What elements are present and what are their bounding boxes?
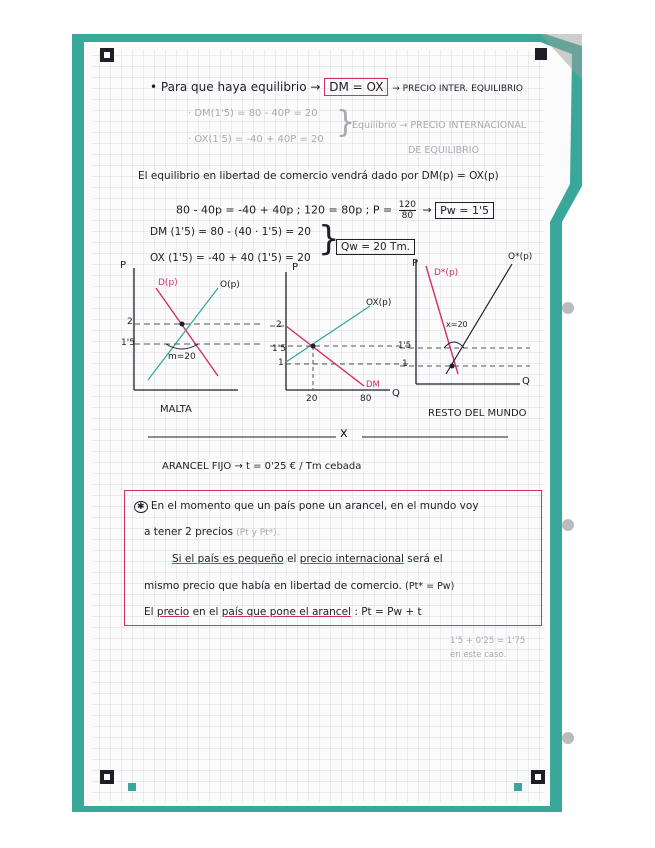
footnote-line-1: 1'5 + 0'25 = 1'75: [450, 636, 526, 646]
section-divider: [148, 430, 508, 444]
g1-caption: MALTA: [160, 404, 192, 415]
dm-calc: DM (1'5) = 80 - (40 · 1'5) = 20: [150, 226, 311, 238]
box-line-1-text: En el momento que un país pone un arancel, en el mundo voy: [150, 500, 479, 512]
box-line-2-prices: (Pt y Pt*).: [236, 528, 280, 538]
note-line-1: [150, 80, 523, 94]
divider-mark: x: [340, 426, 348, 441]
g2-dm-line: [286, 326, 364, 386]
boxed-qw: Qw = 20 Tm.: [336, 239, 415, 255]
g1-imports-label: m=20: [168, 352, 196, 362]
g2-tick-x20: 20: [306, 394, 318, 404]
g1-supply-line: [148, 288, 218, 380]
g2-tick-1: 1: [278, 358, 284, 368]
g3-export-brace: [444, 342, 464, 348]
box-line-3-end: será el: [407, 553, 443, 565]
g3-tick-1: 1: [402, 359, 408, 369]
faded-dm-line: · DM(1'5) = 80 - 40P = 20: [188, 108, 318, 119]
g2-ox-label: OX(p): [366, 298, 392, 308]
g3-caption: RESTO DEL MUNDO: [428, 408, 527, 419]
g1-supply-label: O(p): [220, 280, 240, 290]
equation-text: 80 - 40p = -40 + 40p ; 120 = 80p ; P =: [176, 203, 393, 217]
box-line-3: [172, 553, 443, 565]
bullet: •: [150, 80, 158, 94]
g2-equilibrium-point: [311, 344, 316, 349]
g3-supply-line: [446, 264, 512, 374]
box-line-3-el: el: [287, 553, 297, 565]
international-price-text: precio internacional: [299, 553, 404, 565]
faded-equilibrio-text: Equilibrio → PRECIO INTERNACIONAL: [352, 120, 527, 131]
boxed-dm-ox: DM = OX: [324, 78, 388, 96]
g1-tick-15: 1'5: [121, 338, 135, 348]
graph-world-market: [270, 266, 410, 406]
fraction-numerator: 120: [398, 200, 416, 210]
star-icon: ✱: [134, 501, 148, 513]
g3-x-label: Q: [522, 376, 530, 387]
box-line-5: [144, 606, 422, 618]
g3-export-label: x=20: [446, 320, 468, 329]
g1-y-label: P: [120, 260, 127, 271]
g2-y-label: P: [292, 262, 299, 273]
g1-tick-2: 2: [127, 317, 133, 327]
g3-tick-15: 1'5: [398, 341, 412, 351]
precio-inter-text: → PRECIO INTER. EQUILIBRIO: [392, 84, 523, 94]
calc-brace: }: [318, 219, 340, 259]
g1-equilibrium-point: [180, 322, 185, 327]
g3-y-label: P: [412, 258, 419, 269]
box-line-2-text: a tener 2 precios: [144, 526, 233, 538]
box-line-4: [144, 580, 454, 592]
box-line-1: [134, 500, 479, 512]
price-text: precio: [156, 606, 190, 618]
g3-supply-label: O*(p): [508, 252, 533, 262]
g2-dm-label: DM: [366, 380, 380, 390]
box-line-2: [144, 526, 280, 538]
box-line-5-el: El: [144, 606, 154, 618]
country-tariff-text: país que pone el arancel: [221, 606, 351, 618]
graph-malta: [118, 258, 263, 423]
arrow: →: [422, 203, 432, 217]
box-line-4-text: mismo precio que había en libertad de comercio.: [144, 580, 402, 592]
faded-equilibrio-text-2: DE EQUILIBRIO: [408, 145, 480, 156]
g1-import-brace: [166, 344, 198, 349]
small-country-text: Si el país es pequeño: [172, 553, 284, 565]
g3-equilibrium-point: [450, 364, 455, 369]
fraction-denominator: 80: [401, 211, 414, 221]
g2-ox-line: [286, 306, 370, 362]
faded-brace: }: [336, 105, 356, 140]
footnote-line-2: en este caso.: [450, 650, 507, 660]
tariff-formula: : Pt = Pw + t: [354, 606, 422, 618]
g2-tick-x80: 80: [360, 394, 372, 404]
g2-x-label: Q: [392, 388, 400, 399]
g2-tick-15: 1'5: [272, 344, 286, 354]
g2-tick-2: 2: [276, 320, 282, 330]
fraction: [399, 200, 416, 221]
g3-demand-label: D*(p): [434, 268, 459, 278]
equilibrium-condition-text: Para que haya equilibrio →: [160, 80, 321, 94]
g1-demand-label: D(p): [158, 278, 178, 288]
note-line-3: [176, 200, 494, 221]
note-line-2: El equilibrio en libertad de comercio vendrá dado por DM(p) = OX(p): [138, 170, 499, 182]
arancel-line: ARANCEL FIJO → t = 0'25 € / Tm cebada: [162, 461, 362, 472]
ox-calc: OX (1'5) = -40 + 40 (1'5) = 20: [150, 252, 311, 264]
faded-ox-line: · OX(1'5) = -40 + 40P = 20: [188, 134, 324, 145]
boxed-pw: Pw = 1'5: [435, 202, 494, 219]
box-line-4-formula: (Pt* = Pw): [405, 581, 455, 592]
box-line-5-enel: en el: [192, 606, 219, 618]
